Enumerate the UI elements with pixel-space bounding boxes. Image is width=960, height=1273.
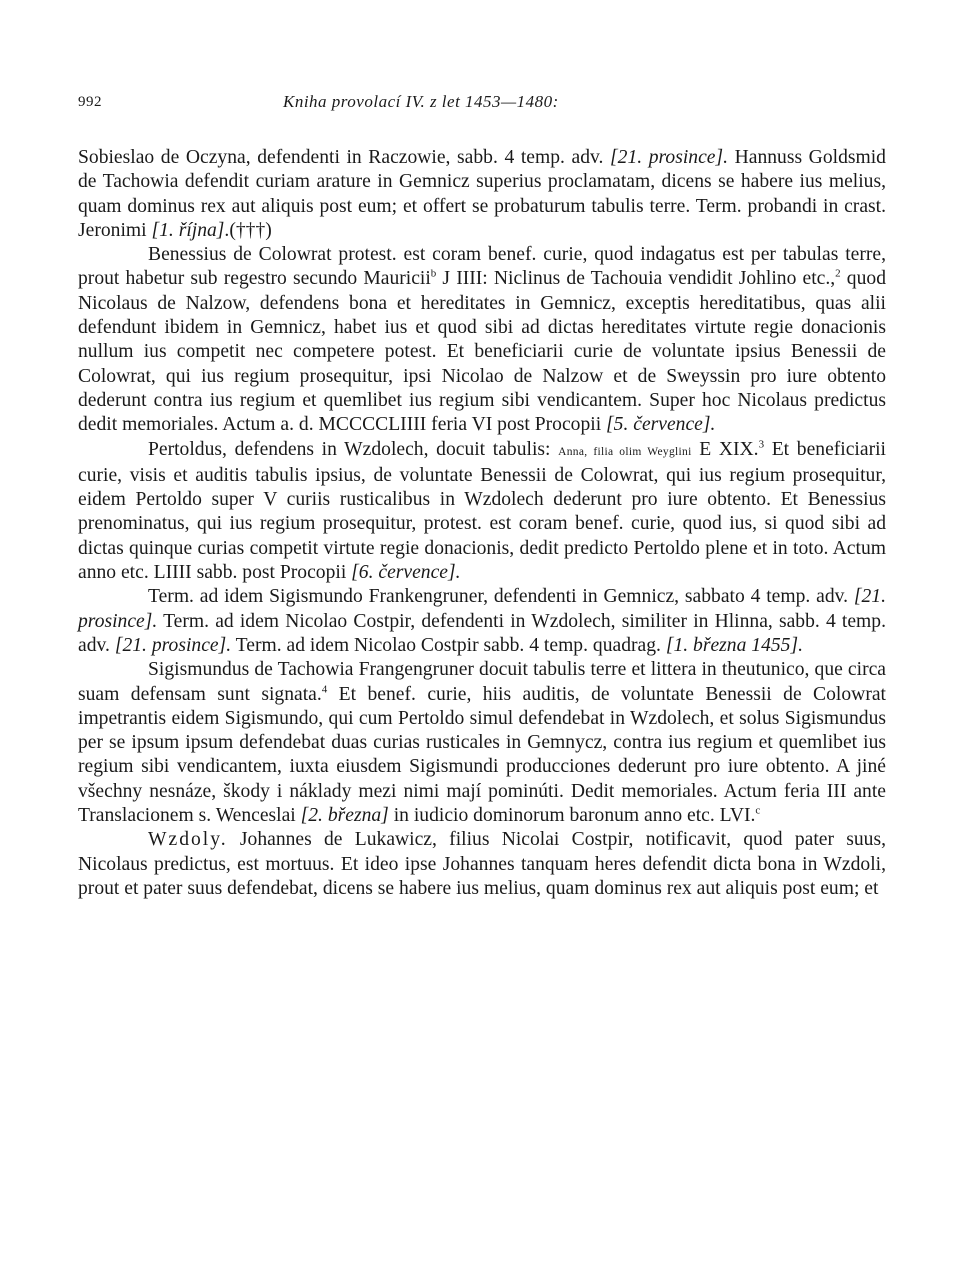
text-run: Sobieslao de Oczyna, defendenti in Raczowie, sabb. 4 temp. adv. bbox=[78, 147, 611, 168]
body-text bbox=[78, 146, 886, 901]
page-header bbox=[78, 90, 886, 116]
paragraph bbox=[78, 585, 886, 658]
text-run: Johannes de Lukawicz, filius Nicolai Costpir, notificavit, quod pater suus, Nicolaus predictus, est mortuus. Et ideo ipse Johannes tanquam heres defendit dicta bona in Wzdoli, prout et pater suus defendebat, dicens se habere ius melius, quam dominus rex aut aliquis post eum; et bbox=[78, 829, 886, 899]
paragraph bbox=[78, 828, 886, 901]
footnote-mark: 4 bbox=[321, 683, 328, 695]
date-note: [5. července]. bbox=[606, 414, 716, 436]
paragraph bbox=[78, 438, 886, 586]
text-run: E XIX. bbox=[691, 438, 759, 460]
date-note: [2. března] bbox=[300, 805, 389, 827]
text-run: Et beneficiarii curie, visis et auditis tabulis ipsius, de voluntate Benessii de Colowrat, qui ius regium prosequitur, eidem Pertoldo super V curiis rusticalibus in Wzdolech dederunt pro iure obtento. Et Benessius prenominatus, qui ius regium prosequitur, protest. est coram benef. curie, quod ius, si quod sibi ad dictas quinque curias competit virtute regie donacionis, dedit predicto Pertoldo plene et in toto. Actum anno etc. LIIII sabb. post Procopii bbox=[78, 438, 886, 584]
paragraph bbox=[78, 146, 886, 243]
date-note: [1. března 1455]. bbox=[665, 634, 803, 656]
date-note: [21. prosince]. bbox=[78, 586, 886, 632]
text-run: Et benef. curie, hiis auditis, de voluntate Benessii de Colowrat impetrantis eidem Sigismundo, qui cum Pertoldo simul defendebat in Wzdolech, et solus Sigismundus per se ipsum ipsum defendebat duas curias rusticales in Gemnycz, contra ius regium et quemlibet ius regium sibi vendicantem, iuxta eiusdem Sigismundi producciones dederunt pro iure obtento. A jiné všechny nesnáze, škody i náklady mezi nimi mají pominúti. Dedit memoriales. Actum feria III ante Translacionem s. Wenceslai bbox=[78, 683, 886, 827]
paragraph bbox=[78, 658, 886, 828]
date-note: [21. prosince]. bbox=[114, 634, 232, 656]
footnote-mark: 2 bbox=[835, 267, 841, 280]
footnote-mark: 3 bbox=[758, 438, 765, 451]
text-run: Sigismundus de Tachowia Frangengruner docuit tabulis terre et littera in theutunico, que circa suam defensam sunt signata. bbox=[78, 659, 886, 705]
page-number: 992 bbox=[78, 94, 102, 110]
text-run: Benessius de Colowrat protest. est coram benef. curie, quod indagatus est per tabulas terre, prout habetur sub regestro secundo Mauricii bbox=[78, 244, 886, 290]
document-page bbox=[78, 90, 886, 901]
running-title: Kniha provolací IV. z let 1453—1480: bbox=[283, 92, 559, 111]
text-run: Term. ad idem Nicolao Costpir sabb. 4 temp. quadrag. bbox=[231, 634, 666, 656]
date-note: [1. října] bbox=[151, 219, 225, 241]
text-run: quod Nicolaus de Nalzow, defendens bona et hereditates in Gemnicz, exceptis hereditatibus, quas alii defendunt ibidem in Gemnicz, habet ius et quod sibi ad dictas hereditates virtute regie donacionis nullum ius competit nec competere potest. Et beneficiarii curie de voluntate ipsius Benessii de Colowrat, qui ius regium prosequitur, ipsi Nicolao de Nalzow et de Sweyssin pro iure obtento dederunt contra ius regium et quemlibet ius regium sibi vendicantem. Super hoc Nicolaus predictus dedit memoriales. Actum a. d. MCCCCLIIII feria VI post Procopii bbox=[78, 268, 886, 436]
text-run: in iudicio dominorum baronum anno etc. LVI. bbox=[388, 805, 756, 827]
text-run: Term. ad idem Sigismundo Frankengruner, defendenti in Gemnicz, sabbato 4 temp. adv. bbox=[148, 586, 854, 608]
footnote-mark: b bbox=[430, 267, 437, 280]
place-heading: Wzdoly. bbox=[148, 829, 228, 851]
text-run: J IIII: Niclinus de Tachouia vendidit Johlino etc., bbox=[436, 268, 836, 290]
text-run: Term. ad idem Nicolao Costpir, defendenti in Wzdolech, similiter in Hlinna, sabb. 4 temp. adv. bbox=[78, 610, 886, 656]
quoted-register-entry: Anna, filia olim Weyglini bbox=[558, 445, 692, 458]
date-note: [21. prosince]. bbox=[610, 147, 729, 168]
text-run: .(†††) bbox=[224, 219, 272, 241]
date-note: [6. července]. bbox=[351, 562, 461, 584]
footnote-mark: c bbox=[755, 804, 761, 817]
paragraph bbox=[78, 243, 886, 437]
text-run: Hannuss Goldsmid de Tachowia defendit curiam arature in Gemnicz superius proclamatam, dicens se habere ius melius, quam dominus rex aut aliquis post eum; et offert se probaturum tabulis terre. Term. probandi in crast. Jeronimi bbox=[78, 147, 886, 241]
text-run: Pertoldus, defendens in Wzdolech, docuit tabulis: bbox=[148, 438, 559, 460]
